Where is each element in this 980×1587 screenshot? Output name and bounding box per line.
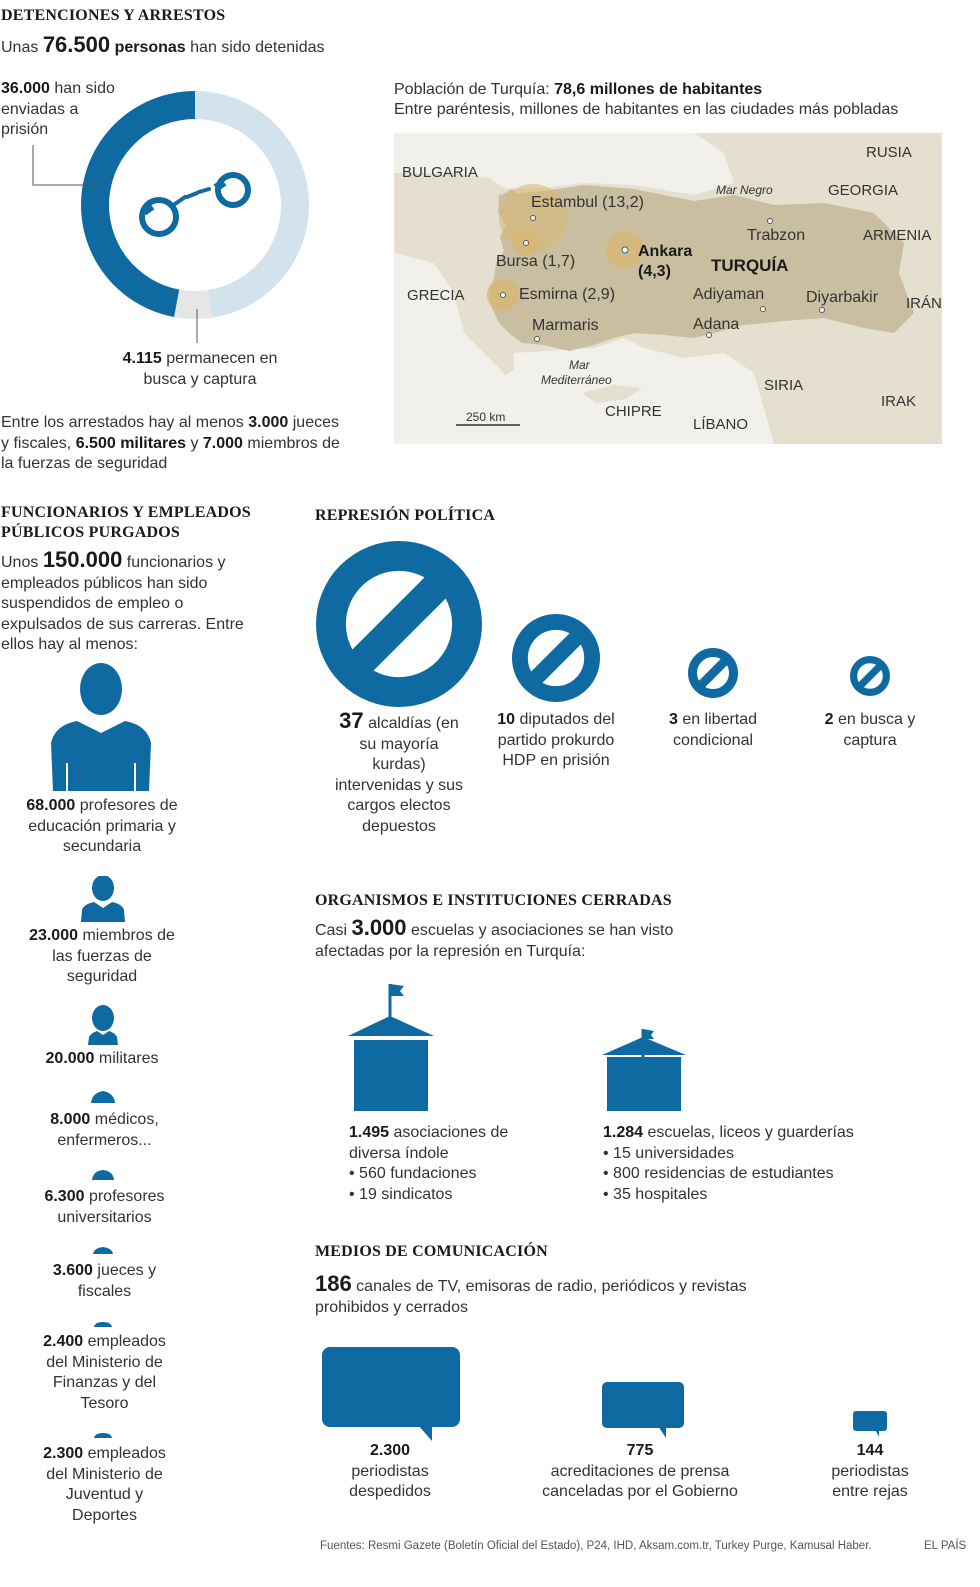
- dot-esmirna: [501, 293, 506, 298]
- person-icon: [91, 1246, 115, 1254]
- label-mar-med-2: Mediterráneo: [541, 373, 612, 387]
- dot-estambul: [531, 216, 536, 221]
- donut-segment-rest: [195, 91, 309, 318]
- handcuffs-icon: [142, 175, 248, 234]
- person-icon: [89, 1089, 117, 1103]
- scale-label: 250 km: [466, 410, 506, 424]
- dot-ankara: [622, 247, 628, 253]
- label-diyarbakir: Diyarbakir: [806, 289, 879, 306]
- label-grecia: GRECIA: [407, 287, 465, 304]
- officials-intro: Unos 150.000 funcionarios y empleados públicos han sido suspendidos de empleo o expulsados de sus carreras. Entre ellos hay al menos:: [1, 547, 244, 653]
- associations-bullets: • 560 fundaciones • 19 sindicatos: [349, 1164, 559, 1205]
- official-group-8: 2.300 empleados del Ministerio de Juventud y Deportes: [43, 1445, 166, 1524]
- institutions-title: ORGANISMOS E INSTITUCIONES CERRADAS: [315, 892, 672, 909]
- detentions-intro: Unas 76.500 personas han sido detenidas: [1, 32, 325, 57]
- repression-item-4: 2 en busca y captura: [824, 711, 916, 749]
- label-trabzon: Trabzon: [747, 227, 806, 244]
- dot-diyarbakir: [820, 308, 825, 313]
- media-title: MEDIOS DE COMUNICACIÓN: [315, 1243, 548, 1260]
- person-icon: [80, 876, 126, 922]
- person-icon: [90, 1168, 116, 1180]
- label-mar-negro: Mar Negro: [716, 183, 773, 197]
- speech-bubble-icon: [600, 1380, 686, 1438]
- label-irak: IRAK: [881, 393, 917, 410]
- building-flag-icon: [600, 1027, 688, 1111]
- officials-title-1: FUNCIONARIOS Y EMPLEADOS: [1, 504, 251, 521]
- search-label: 4.115 permanecen en busca y captura: [122, 350, 278, 388]
- label-siria: SIRIA: [764, 377, 804, 394]
- schools-bullets: • 15 universidades • 800 residencias de estudiantes • 35 hospitales: [603, 1144, 903, 1206]
- official-group-2: 23.000 miembros de las fuerzas de seguridad: [29, 927, 175, 985]
- label-iran: IRÁN: [906, 295, 942, 312]
- prohibited-icon: [688, 648, 738, 698]
- building-flag-icon: [346, 980, 436, 1111]
- label-georgia: GEORGIA: [828, 182, 899, 199]
- label-chipre: CHIPRE: [605, 403, 662, 420]
- map-title: Población de Turquía: 78,6 millones de habitantes: [394, 81, 763, 98]
- label-turquia: TURQUÍA: [711, 256, 789, 275]
- label-estambul: Estambul (13,2): [531, 194, 644, 211]
- dot-marmaris: [535, 337, 540, 342]
- label-mar-med-1: Mar: [569, 358, 590, 372]
- person-icon: [87, 1005, 119, 1045]
- arrested-breakdown: Entre los arrestados hay al menos 3.000 jueces y fiscales, 6.500 militares y 7.000 miembros de la fuerzas de seguridad: [1, 414, 340, 472]
- dot-adiyaman: [761, 307, 766, 312]
- person-icon: [92, 1432, 114, 1438]
- dot-bursa: [524, 241, 529, 246]
- institutions-intro: Casi 3.000 escuelas y asociaciones se han visto afectadas por la represión en Turquía:: [315, 915, 674, 960]
- media-item-2: 775 acreditaciones de prensa canceladas por el Gobierno: [542, 1442, 738, 1500]
- associations-block: 1.495 asociaciones de diversa índole • 560 fundaciones • 19 sindicatos: [349, 1123, 559, 1205]
- media-intro: 186 canales de TV, emisoras de radio, periódicos y revistas prohibidos y cerrados: [315, 1271, 747, 1316]
- dot-trabzon: [768, 219, 773, 224]
- footer-brand: EL PAÍS: [924, 1540, 967, 1552]
- label-rusia: RUSIA: [866, 144, 912, 161]
- person-icon: [47, 663, 155, 791]
- media-item-1: 2.300 periodistas despedidos: [349, 1442, 431, 1500]
- prohibited-icon: [316, 541, 482, 707]
- label-libano: LÍBANO: [693, 416, 749, 433]
- repression-item-1: 37 alcaldías (en su mayoría kurdas) intervenidas y sus cargos electos depuestos: [334, 708, 464, 835]
- label-adiyaman: Adiyaman: [693, 286, 765, 303]
- label-armenia: ARMENIA: [863, 227, 932, 244]
- label-bulgaria: BULGARIA: [402, 164, 478, 181]
- official-group-5: 6.300 profesores universitarios: [44, 1188, 165, 1226]
- prohibited-icon: [512, 614, 600, 702]
- detentions-total: 76.500: [42, 32, 111, 57]
- turkey-map: [394, 133, 942, 444]
- officials-title-2: PÚBLICOS PURGADOS: [1, 524, 180, 541]
- repression-item-3: 3 en libertad condicional: [668, 711, 758, 749]
- label-esmirna: Esmirna (2,9): [519, 286, 616, 303]
- official-group-3: 20.000 militares: [45, 1050, 159, 1067]
- person-icon: [92, 1321, 114, 1327]
- detentions-donut-chart: [30, 83, 320, 343]
- speech-bubble-icon: [851, 1409, 889, 1437]
- dot-adana: [707, 333, 712, 338]
- detentions-title: DETENCIONES Y ARRESTOS: [1, 7, 226, 24]
- repression-item-2: 10 diputados del partido prokurdo HDP en prisión: [497, 711, 615, 769]
- map-subtitle: Entre paréntesis, millones de habitantes en las ciudades más pobladas: [394, 101, 899, 118]
- prison-label: 36.000 han sido enviadas a prisión: [1, 80, 115, 138]
- schools-block: 1.284 escuelas, liceos y guarderías • 15 universidades • 800 residencias de estudiantes • 35 hospitales: [603, 1123, 903, 1205]
- label-bursa: Bursa (1,7): [496, 253, 576, 270]
- label-marmaris: Marmaris: [532, 317, 599, 334]
- donut-segment-search: [174, 290, 212, 319]
- label-adana: Adana: [693, 316, 740, 333]
- official-group-1: 68.000 profesores de educación primaria y secundaria: [26, 797, 178, 855]
- label-ankara: Ankara: [638, 243, 693, 260]
- official-group-6: 3.600 jueces y fiscales: [52, 1262, 157, 1300]
- official-group-4: 8.000 médicos, enfermeros...: [50, 1111, 159, 1149]
- speech-bubble-icon: [320, 1345, 462, 1441]
- official-group-7: 2.400 empleados del Ministerio de Finanzas y del Tesoro: [43, 1333, 166, 1412]
- media-item-3: 144 periodistas entre rejas: [831, 1442, 909, 1500]
- prohibited-icon: [850, 656, 890, 696]
- repression-title: REPRESIÓN POLÍTICA: [315, 507, 496, 524]
- footer-sources: Fuentes: Resmi Gazete (Boletín Oficial del Estado), P24, IHD, Aksam.com.tr, Turkey Purge, Kamusal Haber.: [320, 1540, 872, 1552]
- label-ankara-pop: (4,3): [638, 263, 671, 280]
